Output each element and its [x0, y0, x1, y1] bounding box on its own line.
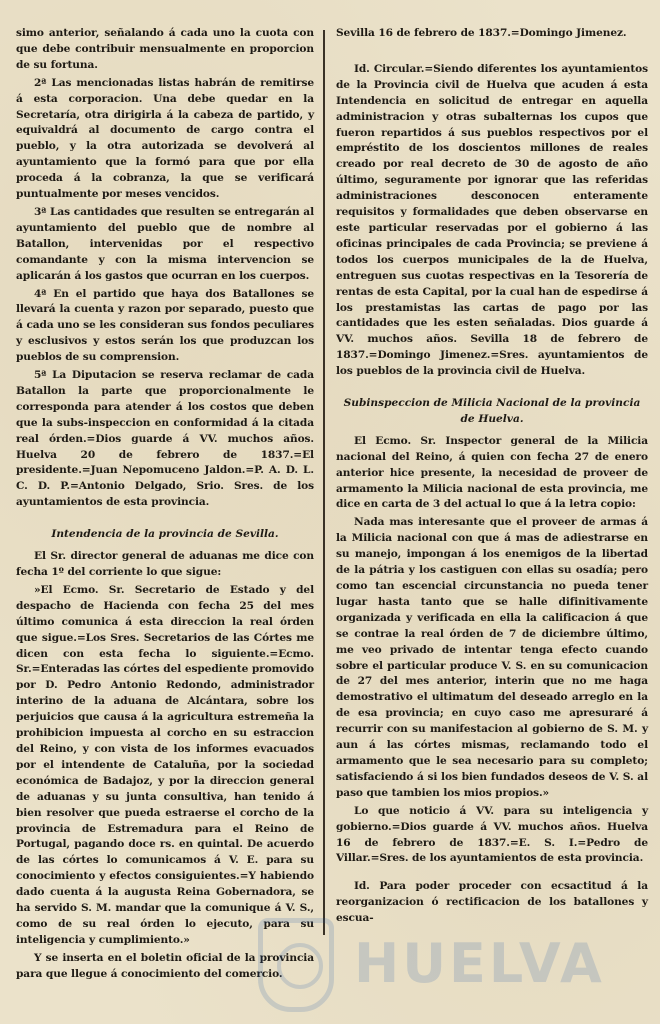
section-heading: Subinspeccion de Milicia Nacional de la provincia de Huelva.: [343, 397, 641, 425]
column-divider: [323, 30, 325, 935]
watermark-text: HUELVA: [354, 932, 605, 995]
huelva-watermark: [258, 910, 658, 1020]
shield-icon: [258, 918, 334, 1012]
paragraph: Nada mas interesante que el proveer de armas á la Milicia nacional con que á mas de adiestrarse en su manejo, impongan á los enemigos de la libertad de la pátria y los castiguen con ellas su osadía; pero como tan escencial circunstancia no pueda tener lugar hasta tanto que se halle difinitivamente organizada y verificada en ella la calificacion á que se contrae la real órden de 7 de diciembre último, me veo privado de intentar tenga efecto cuando sobre el particular produce V. S. en su comunicacion de 27 del mes anterior, interin que no me haga demostrativo el ultimatum del deseado arreglo en la de esa provincia; en cuyo caso me apresuraré á recurrir con su manifestacion al gobierno de S. M. y aun á las córtes mismas, reclamando todo el armamento que le sea necesario para su completo; satisfaciendo á si los bien fundados deseos de V. S. al paso que tambien los mios propios.»: [336, 516, 648, 799]
right-column: [336, 26, 648, 938]
paragraph: Y se inserta en el boletin oficial de la provincia para que llegue á conocimiento del comercio.: [16, 951, 314, 980]
paragraph: »El Ecmo. Sr. Secretario de Estado y del despacho de Hacienda con fecha 25 del mes último comunica á esta direccion la real órden que sigue.=Los Sres. Secretarios de las Córtes me dicen con esta fecha lo siguiente.=Ecmo. Sr.=Enteradas las córtes del espediente promovido por D. Pedro Antonio Redondo, administrador interino de la aduana de Alcántara, sobre los perjuicios que causa á la agricultura estremeña la prohibicion impuesta al corcho en su estraccion del Reino, y con vista de los informes evacuados por el intendente de Cataluña, por la sociedad económica de Badajoz, y por la direccion general de aduanas y su junta consultiva, han tenido á bien resolver que pueda estraerse el corcho de la provincia de Estremadura para el Reino de Portugal, pagando doce rs. en quintal. De acuerdo de las córtes lo comunicamos á V. E. para su conocimiento y efectos consiguientes.=Y habiendo dado cuenta á la augusta Reina Gobernadora, se ha servido S. M. mandar que la comunique á V. S., como de su real órden lo ejecuto, para su inteligencia y cumplimiento.»: [16, 583, 314, 946]
paragraph: 5ª La Diputacion se reserva reclamar de cada Batallon la parte que proporcionalmente le corresponda para atender á los costos que deben que la subs-inspeccion en conformidad á la citada real órden.=Dios guarde á VV. muchos años. Huelva 20 de febrero de 1837.=El presidente.=Juan Nepomuceno Jaldon.=P. A. D. L. C. D. P.=Antonio Delgado, Srio. Sres. de los ayuntamientos de esta provincia.: [16, 369, 314, 509]
paragraph: 3ª Las cantidades que resulten se entregarán al ayuntamiento del pueblo que de nombre al Batallon, intervenidas por el respectivo comandante y con la misma intervencion se aplicarán á los gastos que ocurran en los cuerpos.: [16, 205, 314, 282]
paragraph: simo anterior, señalando á cada uno la cuota con que debe contribuir mensualmente en proporcion de su fortuna.: [16, 27, 314, 71]
left-column: [16, 26, 314, 980]
paragraph: 2ª Las mencionadas listas habrán de remitirse á esta corporacion. Una debe quedar en la Secretaría, otra dirigirla á la cabeza de partido, y equivaldrá al documento de cargo contra el pueblo, y la otra autorizada se devolverá al ayuntamiento que la formó para que por ella proceda á la cobranza, la que se verificará puntualmente por meses vencidos.: [16, 76, 314, 201]
paragraph: El Ecmo. Sr. Inspector general de la Milicia nacional del Reino, á quien con fecha 27 de enero anterior hice presente, la necesidad de proveer de armamento la Milicia nacional de esta provincia, me dice en carta de 3 del actual lo que á la letra copio:: [336, 434, 648, 511]
paragraph: Id. Circular.=Siendo diferentes los ayuntamientos de la Provincia civil de Huelva que acuden á esta Intendencia en solicitud de entregar en aquella administracion y otras subalternas los cupos que fueron repartidos á sus pueblos respectivos por el empréstito de los doscientos millones de reales creado por real decreto de 30 de agosto de año último, seguramente por ignorar que las referidas administraciones desconocen enteramente requisitos y formalidades que deben observarse en este particular reservadas por el gobierno á las oficinas principales de cada Provincia; se previene á todos los cuerpos municipales de la de Huelva, entreguen sus cuotas respectivas en la Tesorería de rentas de esta Capital, por la cual han de espedirse á los prestamistas las cartas de pago por las cantidades que les esten señaladas. Dios guarde á VV. muchos años. Sevilla 18 de febrero de 1837.=Domingo Jimenez.=Sres. ayuntamientos de los pueblos de la provincia civil de Huelva.: [336, 62, 648, 378]
paragraph: Lo que noticio á VV. para su inteligencia y gobierno.=Dios guarde á VV. muchos años. Huelva 16 de febrero de 1837.=E. S. I.=Pedro de Villar.=Sres. de los ayuntamientos de esta provincia.: [336, 804, 648, 865]
paragraph: Sevilla 16 de febrero de 1837.=Domingo Jimenez.: [336, 27, 627, 39]
paragraph: 4ª En el partido que haya dos Batallones se llevará la cuenta y razon por separado, puesto que á cada uno se les consideran sus fondos peculiares y esclusivos y estos serán los que produzcan los pueblos de su comprension.: [16, 287, 314, 364]
section-heading: Intendencia de la provincia de Sevilla.: [51, 528, 279, 541]
paragraph: Id. Para poder proceder con ecsactitud á la reorganizacion ó rectificacion de los batallones y escua-: [336, 880, 648, 925]
paragraph: El Sr. director general de aduanas me dice con fecha 1º del corriente lo que sigue:: [16, 550, 314, 578]
